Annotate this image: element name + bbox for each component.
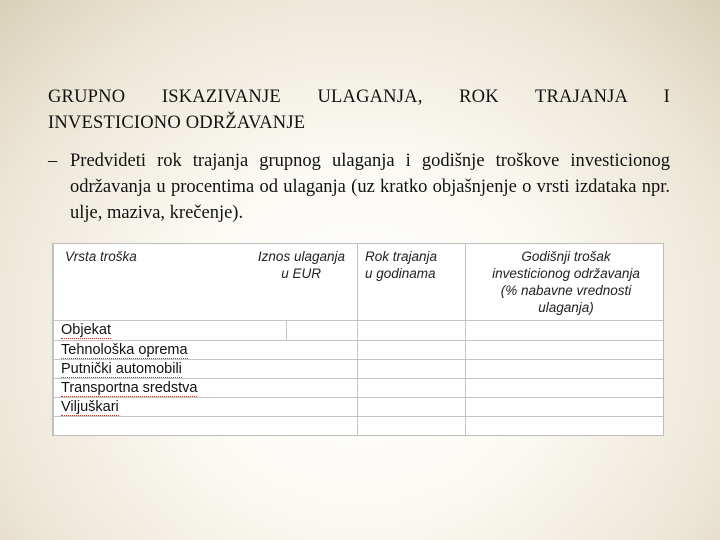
- header-vrsta-troska: Vrsta troška: [65, 249, 137, 264]
- bullet-item: [48, 148, 670, 226]
- header-iznos-line-1: Iznos ulaganja: [257, 249, 345, 264]
- header-iznos-ulaganja: [233, 248, 345, 282]
- header-godisnji-line-3: (% nabavne vrednosti: [500, 283, 632, 298]
- row-line-4: [53, 397, 663, 398]
- row-objekat: [61, 321, 111, 339]
- header-godisnji-line-2: investicionog održavanja: [492, 266, 640, 281]
- row-label-text: Viljuškari: [61, 399, 119, 415]
- heading-line-1: GRUPNO ISKAZIVANJE ULAGANJA, ROK TRAJANJA I: [48, 87, 670, 107]
- header-godisnji-line-4: ulaganja): [538, 300, 594, 315]
- row-label-text: Putnički automobili: [61, 361, 182, 377]
- row-transportna-sredstva: [61, 379, 197, 397]
- header-godisnji-line-1: Godišnji trošak: [521, 249, 611, 264]
- row-label-text: Tehnološka oprema: [61, 342, 188, 358]
- bullet-text: Predvideti rok trajanja grupnog ulaganja i godišnje troškove investicionog održavanja u procentima od ulaganja (uz kratko objašnjenje o vrsti izdataka npr. ulje, maziva, krečenje).: [70, 151, 670, 223]
- section-heading: [48, 84, 670, 136]
- row-label-text: Objekat: [61, 322, 111, 338]
- header-iznos-line-2: u EUR: [281, 266, 321, 281]
- header-rok-line-2: u godinama: [365, 266, 436, 281]
- row-line-5: [53, 416, 663, 417]
- heading-line-2: INVESTICIONO ODRŽAVANJE: [48, 113, 306, 133]
- investment-table: [52, 243, 664, 436]
- header-rok-line-1: Rok trajanja: [365, 249, 438, 264]
- header-godisnji-trosak: [469, 248, 663, 316]
- header-bottom-line: [53, 320, 663, 321]
- bullet-dash: –: [48, 151, 58, 171]
- col-divider-short: [286, 320, 287, 340]
- row-label-text: Transportna sredstva: [61, 380, 198, 396]
- row-viljuskari: [61, 398, 119, 416]
- row-tehnoloska-oprema: [61, 341, 188, 359]
- header-rok-trajanja: [365, 248, 437, 282]
- row-putnicki-automobili: [61, 360, 182, 378]
